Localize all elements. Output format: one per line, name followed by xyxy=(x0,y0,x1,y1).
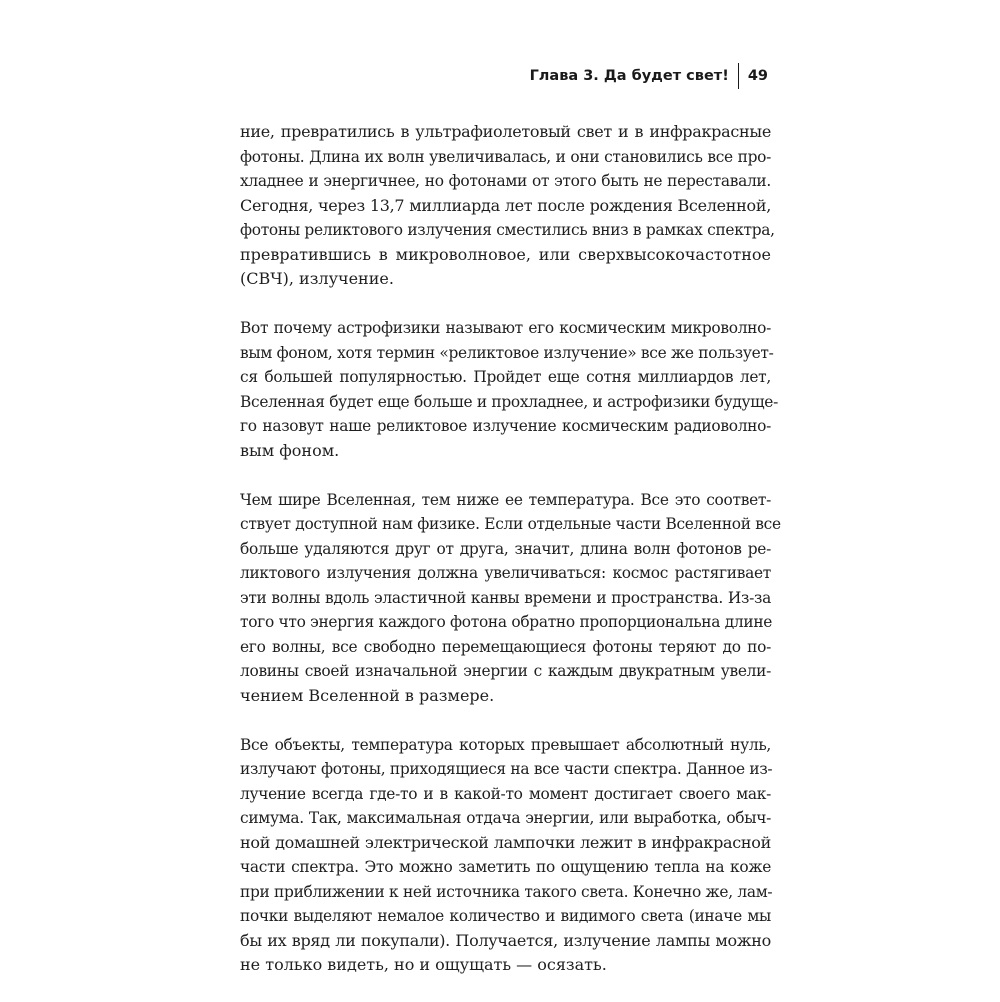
text-line: Чем шире Вселенная, тем ниже ее температура. Все это соответ- xyxy=(240,490,771,509)
text-line: его волны, все свободно перемещающиеся фотоны теряют до по- xyxy=(240,637,771,656)
text-line: фотоны реликтового излучения сместились вниз в рамках спектра, xyxy=(240,221,775,239)
text-line: Вселенная будет еще больше и прохладнее, и астрофизики будуще- xyxy=(240,392,779,411)
body-text xyxy=(240,120,781,1002)
text-line: Вот почему астрофизики называют его космическим микроволно- xyxy=(240,319,771,337)
text-line: части спектра. Это можно заметить по ощущению тепла на коже xyxy=(240,858,771,876)
text-line: бы их вряд ли покупали). Получается, излучение лампы можно xyxy=(240,930,771,950)
text-line: лучение всегда где-то и в какой-то момент достигает своего мак- xyxy=(240,784,771,803)
text-line: излучают фотоны, приходящиеся на все части спектра. Данное из- xyxy=(240,760,773,778)
text-line: того что энергия каждого фотона обратно пропорциональна длине xyxy=(240,613,773,631)
text-line: Сегодня, через 13,7 миллиарда лет после рождения Вселенной, xyxy=(240,195,771,215)
paragraph xyxy=(240,488,781,709)
text-line: го назовут наше реликтовое излучение космическим радиоволно- xyxy=(240,417,771,435)
paragraph xyxy=(240,733,771,978)
text-line: фотоны. Длина их волн увеличивалась, и они становились все про- xyxy=(240,147,771,166)
text-line: вым фоном. xyxy=(240,440,340,460)
text-line: симума. Так, максимальная отдача энергии, или выработка, обыч- xyxy=(240,809,771,827)
text-line: ствует доступной нам физике. Если отдельные части Вселенной все xyxy=(240,515,781,533)
text-line: ной домашней электрической лампочки лежит в инфракрасной xyxy=(240,832,771,852)
text-line: эти волны вдоль эластичной канвы времени и пространства. Из-за xyxy=(240,588,771,607)
text-line: (СВЧ), излучение. xyxy=(240,269,394,288)
text-line: вым фоном, хотя термин «реликтовое излучение» все же пользует- xyxy=(240,343,774,362)
text-line: превратившись в микроволновое, или сверхвысокочастотное xyxy=(240,244,771,264)
text-line: больше удаляются друг от друга, значит, длина волн фотонов ре- xyxy=(240,539,771,558)
text-line: почки выделяют немалое количество и видимого света (иначе мы xyxy=(240,907,771,925)
page-number: 49 xyxy=(747,68,768,84)
paragraph xyxy=(240,120,775,292)
text-line: ловины своей изначальной энергии с каждым двукратным увели- xyxy=(240,662,771,680)
text-line: ликтового излучения должна увеличиваться: космос растягивает xyxy=(240,564,771,582)
text-line: ние, превратились в ультрафиолетовый свет и в инфракрасные xyxy=(240,122,771,141)
text-line: ся большей популярностью. Пройдет еще сотня миллиардов лет, xyxy=(240,368,771,386)
running-head xyxy=(530,63,768,89)
text-line: Все объекты, температура которых превышает абсолютный нуль, xyxy=(240,735,771,754)
paragraph xyxy=(240,316,779,463)
text-line: хладнее и энергичнее, но фотонами от этого быть не переставали. xyxy=(240,172,771,190)
text-line: чением Вселенной в размере. xyxy=(240,685,495,705)
text-line: при приближении к ней источника такого света. Конечно же, лам- xyxy=(240,882,773,901)
text-line: не только видеть, но и ощущать — осязать. xyxy=(240,955,607,974)
chapter-title: Глава 3. Да будет свет! xyxy=(529,68,729,84)
